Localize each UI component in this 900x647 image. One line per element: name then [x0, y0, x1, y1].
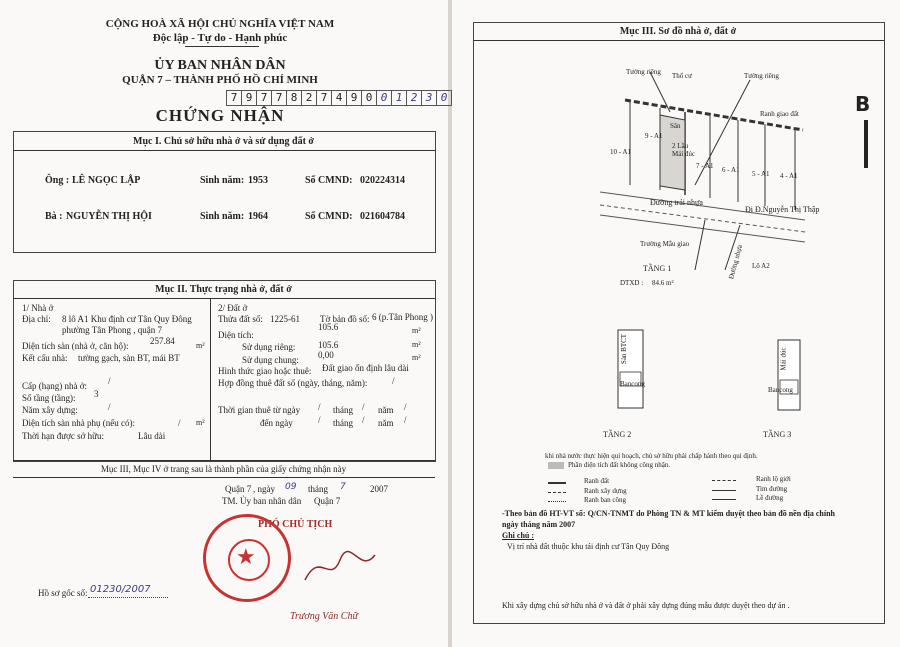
legend-line-4: [712, 490, 736, 491]
district: QUẬN 7 – THÀNH PHỐ HỒ CHÍ MINH: [122, 74, 318, 86]
map-lot-8: 2 Lầu Mái đúc: [672, 142, 696, 158]
floor-area-unit: m²: [196, 341, 205, 350]
owner2-id: 021604784: [360, 211, 405, 222]
lease-to-label: đến ngày: [260, 418, 293, 428]
owner1-birth-label: Sinh năm:: [200, 175, 245, 186]
north-letter: B: [855, 92, 871, 116]
legend-note2: Phần diện tích đất không công nhận.: [568, 461, 671, 469]
north-arrow-shaft: [864, 120, 868, 168]
file-label: Hồ sơ gốc số:: [38, 588, 88, 598]
duration-label: Thời hạn được sở hữu:: [22, 431, 105, 441]
sign-place: Quận 7: [225, 484, 252, 494]
map-road2-label: Đường nhựa: [727, 243, 745, 281]
grade-value: /: [108, 376, 111, 386]
serial-number: [226, 90, 452, 106]
map-lot-6: 6 - A1: [722, 166, 740, 174]
sign-by-place: Quận 7: [314, 496, 341, 506]
serial-digit: 3: [422, 90, 437, 106]
motto-underline: [185, 46, 259, 47]
signature-scribble: [300, 540, 380, 590]
owner2-id-label: Số CMND:: [305, 211, 353, 222]
serial-digit: 7: [257, 90, 272, 106]
aux-area-value: /: [178, 418, 181, 428]
owner2-name: NGUYỄN THỊ HỘI: [66, 211, 152, 222]
land-heading: 2/ Đất ở: [218, 303, 248, 313]
legend-ranh-ban-cong: Ranh ban công: [584, 496, 626, 504]
form-label: Hình thức giao hoặc thuê:: [218, 366, 312, 376]
floor-area-value: 257.84: [150, 336, 175, 346]
sign-month-label: tháng: [308, 484, 328, 494]
sign-day-label: , ngày: [253, 484, 275, 494]
serial-digit: 2: [302, 90, 317, 106]
sign-month: 7: [340, 482, 346, 492]
map-road-label: Đường trải nhựa: [650, 198, 703, 207]
duration-value: Lâu dài: [138, 431, 166, 441]
map-lot-9: 9 - A1: [645, 132, 663, 140]
serial-digit: 7: [317, 90, 332, 106]
sign-position: PHÓ CHỦ TỊCH: [258, 519, 333, 530]
lease-from-year: /: [404, 402, 407, 412]
floors-label: Số tầng (tầng):: [22, 393, 76, 403]
lease-from-label: Thời gian thuê từ ngày: [218, 405, 301, 415]
structure-value: tường gạch, sàn BT, mái BT: [78, 353, 180, 363]
notes-value: Vị trí nhà đất thuộc khu tái định cư Tân Quy Đông: [507, 542, 670, 551]
section-note-divider: [13, 460, 435, 461]
land-area-value: 105.6: [318, 322, 339, 332]
owner2-prefix: Bà :: [45, 211, 63, 222]
serial-digit: 7: [226, 90, 242, 106]
legend-le-duong: Lề đường: [756, 494, 784, 502]
legend-line-1: [548, 482, 566, 484]
serial-digit: 9: [347, 90, 362, 106]
shared-value: 0,00: [318, 350, 334, 360]
dtxd-label: DTXD :: [620, 279, 644, 287]
floor2-title: TẦNG 2: [603, 430, 632, 439]
official-seal: [203, 514, 291, 602]
year-value: /: [108, 402, 111, 412]
file-dotline: [88, 597, 168, 599]
map-direction-label: Đi Đ.Nguyễn Thị Thập: [745, 205, 820, 214]
map-lot-4: 4 - A1: [780, 172, 798, 180]
private-unit: m²: [412, 340, 421, 349]
lease-from-day: /: [318, 402, 321, 412]
owner1-name: LÊ NGỌC LẬP: [72, 175, 141, 186]
section-map-divider: [473, 40, 884, 41]
lease-to-month: /: [362, 415, 365, 425]
legend-ranh-lo-gioi: Ranh lộ giới: [756, 475, 791, 483]
map-label-ranh-giao-dat: Ranh giao đất: [760, 110, 799, 118]
lease-to-day: /: [318, 415, 321, 425]
lease-contract-label: Hợp đồng thuê đất số (ngày, tháng, năm):: [218, 378, 368, 388]
serial-digit: 0: [437, 90, 452, 106]
serial-digit: 8: [287, 90, 302, 106]
floor2-slab-label: Sàn BTCT: [620, 333, 629, 365]
notes-label: Ghi chú :: [502, 531, 535, 540]
map-label-tuong-rieng-2: Tường riêng: [744, 72, 779, 80]
map-lot-10: 10 - A1: [610, 148, 631, 156]
floors-value: 3: [94, 389, 99, 399]
floor-plans: [608, 320, 808, 415]
owner2-birth-label: Sinh năm:: [200, 211, 245, 222]
aux-area-label: Diện tích sàn nhà phụ (nếu có):: [22, 418, 135, 428]
serial-digit: 2: [407, 90, 422, 106]
map-label-san: Sân: [670, 122, 681, 130]
legend-line-6: [712, 499, 736, 500]
private-label: Sử dụng riêng:: [242, 342, 296, 352]
owner1-birth: 1953: [248, 175, 268, 186]
map-lot-5: 5 - A1: [752, 170, 770, 178]
dtxd-value: 84.6 m²: [652, 279, 674, 287]
address-label: Địa chỉ:: [22, 314, 51, 324]
sign-day: 09: [285, 482, 297, 492]
lease-to-year-label: năm: [378, 418, 394, 428]
floor1-title: TẦNG 1: [643, 264, 672, 273]
legend-ranh-xay-dung: Ranh xây dựng: [584, 487, 627, 495]
legend-line-3: [548, 492, 566, 494]
serial-digit: 0: [362, 90, 377, 106]
section-property-divider: [13, 298, 435, 299]
private-value: 105.6: [318, 340, 339, 350]
map-label-tuong-rieng: Tường riêng: [626, 68, 661, 76]
legend-tim-duong: Tim đường: [756, 485, 788, 493]
lease-from-month: /: [362, 402, 365, 412]
signer-name: Trương Văn Chữ: [290, 611, 358, 622]
address-value: 8 lô A1 Khu định cư Tân Quy Đông: [62, 314, 192, 324]
compass-icon: [855, 92, 877, 172]
structure-label: Kết cấu nhà:: [22, 353, 68, 363]
owner2-birth: 1964: [248, 211, 268, 222]
country-name: CỘNG HOÀ XÃ HỘI CHỦ NGHĨA VIỆT NAM: [105, 18, 335, 30]
year-label: Năm xây dựng:: [22, 405, 78, 415]
authority: ỦY BAN NHÂN DÂN: [154, 58, 286, 73]
map-sheet-value: 6 (p.Tân Phong ): [372, 312, 433, 322]
map-school-label: Trường Mẫu giao: [640, 240, 690, 248]
section-note-bottom: [13, 477, 435, 478]
house-heading: 1/ Nhà ở: [22, 303, 54, 313]
parcel-value: 1225-61: [270, 314, 300, 324]
shared-unit: m²: [412, 353, 421, 362]
right-footer: Khi xây dựng chủ sở hữu nhà ở và đất ở phải xây dựng đúng mẫu được duyệt theo dự án .: [502, 601, 790, 610]
legend-hatch-swatch: [548, 462, 564, 469]
serial-digit: 7: [272, 90, 287, 106]
sign-by-line: TM. Ủy ban nhân dân: [222, 496, 302, 506]
floor3-balcony: Bancong: [768, 386, 793, 394]
floor3-roof-label: Mái đúc: [779, 347, 788, 371]
lease-from-month-label: tháng: [333, 405, 353, 415]
floor3-title: TẦNG 3: [763, 430, 792, 439]
section-property-title: Mục II. Thực trạng nhà ở, đất ở: [155, 284, 292, 295]
form-value: Đất giao ổn định lâu dài: [322, 363, 409, 373]
lease-contract-value: /: [392, 376, 395, 386]
certificate-title: CHỨNG NHẬN: [155, 106, 285, 125]
map-lot-a2: Lô A2: [752, 262, 770, 270]
legend-line-2: [712, 480, 736, 482]
legend-line-5: [548, 501, 566, 503]
section-owners-divider: [13, 150, 435, 151]
owner1-prefix: Ông :: [45, 175, 70, 186]
parcel-label: Thửa đất số:: [218, 314, 263, 324]
section-property-column-divider: [210, 298, 211, 460]
section3-note: Mục III, Mục IV ở trang sau là thành phần của giấy chứng nhận này: [100, 464, 347, 474]
map-lot-7: 7 - A1: [696, 162, 714, 170]
lease-to-year: /: [404, 415, 407, 425]
owner1-id-label: Số CMND:: [305, 175, 353, 186]
map-label-tho-cu: Thổ cư: [672, 72, 692, 80]
motto: Độc lập - Tự do - Hạnh phúc: [152, 32, 288, 44]
approval-line2: ngày tháng năm 2007: [502, 520, 576, 529]
approval-line1: -Theo bản đồ HT-VT số: Q/CN-TNMT do Phòng TN & MT kiểm duyệt theo bản đồ nền địa chính: [502, 509, 835, 518]
lease-from-year-label: năm: [378, 405, 394, 415]
lease-to-month-label: tháng: [333, 418, 353, 428]
sign-year: 2007: [370, 484, 388, 494]
file-value: 01230/2007: [90, 584, 151, 595]
serial-digit: 1: [392, 90, 407, 106]
shared-label: Sử dụng chung:: [242, 355, 299, 365]
land-area-unit: m²: [412, 326, 421, 335]
serial-digit: 0: [377, 90, 392, 106]
owner1-id: 020224314: [360, 175, 405, 186]
seal-star-icon: ★: [236, 544, 256, 569]
land-area-label: Diện tích:: [218, 330, 254, 340]
section-owners-title: Mục I. Chủ sở hữu nhà ở và sử dụng đất ở: [133, 136, 314, 147]
serial-digit: 9: [242, 90, 257, 106]
legend-ranh-dat: Ranh đất: [584, 477, 610, 485]
map-sheet-label: Tờ bản đồ số:: [320, 314, 370, 324]
section-map-title: Mục III. Sơ đồ nhà ở, đất ở: [619, 26, 737, 37]
floor-area-label: Diện tích sàn (nhà ở, căn hộ):: [22, 341, 129, 351]
grade-label: Cấp (hạng) nhà ở:: [22, 381, 87, 391]
address-line2: phường Tân Phong , quận 7: [62, 325, 162, 335]
serial-digit: 4: [332, 90, 347, 106]
legend-note: khi nhà nước thực hiện qui hoạch, chủ sở hữu phải chấp hành theo qui định.: [545, 452, 758, 460]
aux-area-unit: m²: [196, 418, 205, 427]
floor2-balcony: Bancong: [620, 380, 645, 388]
